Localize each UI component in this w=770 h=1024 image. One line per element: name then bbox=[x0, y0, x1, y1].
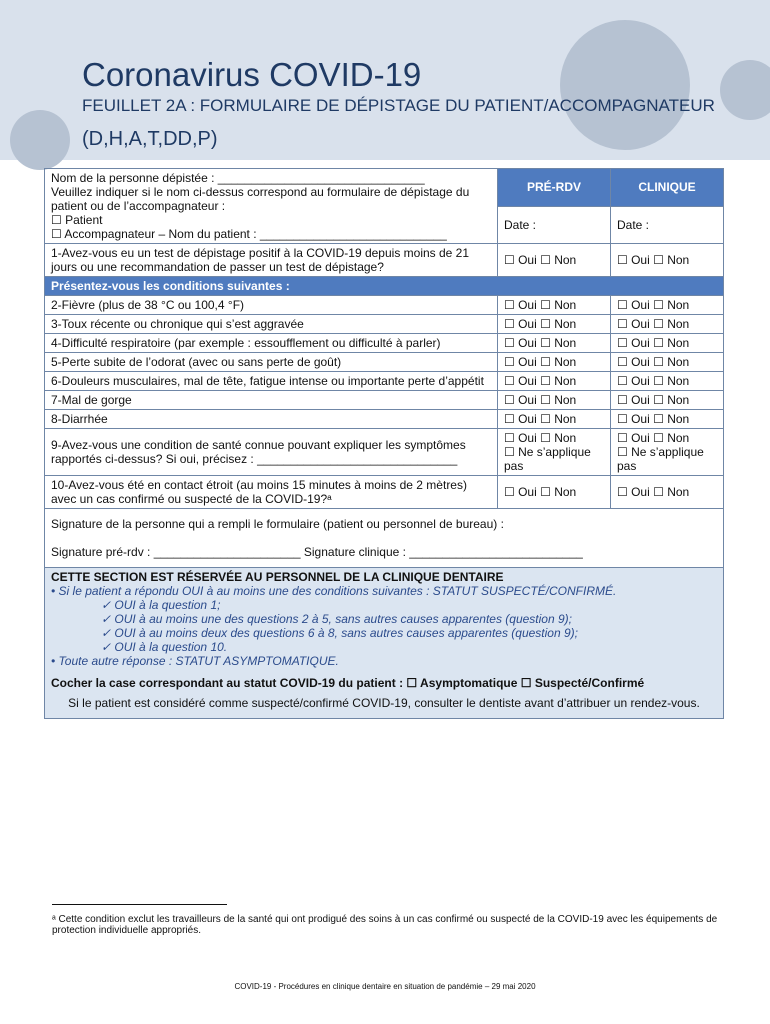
subtitle-2: (D,H,A,T,DD,P) bbox=[82, 128, 218, 150]
form-table: Nom de la personne dépistée : _______________________________ Veuillez indiquer si le nom ci-dessus correspond au formulaire de dépistage du patient ou de l’accompagnateur : ☐ Patient ☐ Accompagnateur – Nom du patient : ____________________________ PRÉ-RDV CLINIQUE Date : Date : 1-Avez-vous eu un test de dépistage positif à la COVID-19 depuis moins de 21 jours ou une recommandation de passer un test de dépistage? ☐ Oui ☐ Non ☐ Oui ☐ Non Présentez-vous les conditions suivantes : 2-Fièvre (plus de 38 °C ou 100,4 °F) ☐ Oui ☐ Non ☐ Oui ☐ Non 3-Toux récente ou chronique qui s’est aggravée ☐ Oui ☐ Non ☐ Oui ☐ Non 4-Difficulté respiratoire (par exemple : essoufflement ou difficulté à parler) ☐ Oui ☐ Non ☐ Oui ☐ Non 5-Perte subite de l’odorat (avec ou sans perte de goût) ☐ Oui ☐ Non ☐ Oui ☐ Non 6-Douleurs musculaires, mal de tête, fatigue intense ou importante perte d’appétit ☐ Oui ☐ Non ☐ Oui ☐ Non 7-Mal de gorge ☐ Oui ☐ Non ☐ Oui ☐ Non 8-Diarrhée ☐ Oui ☐ Non ☐ Oui ☐ Non 9-Avez-vous une condition de santé connue pouvant expliquer les symptômes rapportés ci-dessus? Si oui, précisez : ______________________________ ☐ Oui ☐ Non ☐ Ne s’applique pas ☐ Oui ☐ Non ☐ Ne s’applique pas 10-Avez-vous été en contact étroit (au moins 15 minutes à moins de 2 mètres) avec un cas confirmé ou suspecté de la COVID-19?ᵃ ☐ Oui ☐ Non ☐ Oui ☐ Non Signature de la personne qui a rempli le formulaire (patient ou personnel de bureau) : Signature pré-rdv : ______________________ Signature clinique : __________________________ CETTE SECTION EST RÉSERVÉE AU PERSONNEL DE LA CLINIQUE DENTAIRE • Si le patient a répondu OUI à au moins une des conditions suivantes : STATUT SUSPECTÉ/CONFIRMÉ. ✓ OUI à la question 1; ✓ OUI à au moins une des questions 2 à 5, sans autres causes apparentes (question 9); ✓ OUI à au moins deux des questions 6 à 8, sans autres causes apparentes (question 9); ✓ OUI à la question 10. • Toute autre réponse : STATUT ASYMPTOMATIQUE. Cocher la case correspondant au statut COVID-19 du patient : ☐ Asymptomatique ☐ Suspecté/Confirmé Si le patient est considéré comme suspecté/confirmé COVID-19, consulter le dentiste avant d’attribuer un rendez-vous. bbox=[44, 168, 724, 719]
footnote: ᵃ Cette condition exclut les travailleurs de la santé qui ont prodigué des soins à un cas confirmé ou suspecté de la COVID-19 avec les équipements de protection individuelle appropriés. bbox=[52, 914, 718, 936]
subtitle: FEUILLET 2A : FORMULAIRE DE DÉPISTAGE DU PATIENT/ACCOMPAGNATEUR bbox=[82, 96, 715, 115]
footer: COVID-19 - Procédures en clinique dentaire en situation de pandémie – 29 mai 2020 bbox=[234, 982, 536, 991]
title: Coronavirus COVID-19 bbox=[82, 56, 422, 93]
